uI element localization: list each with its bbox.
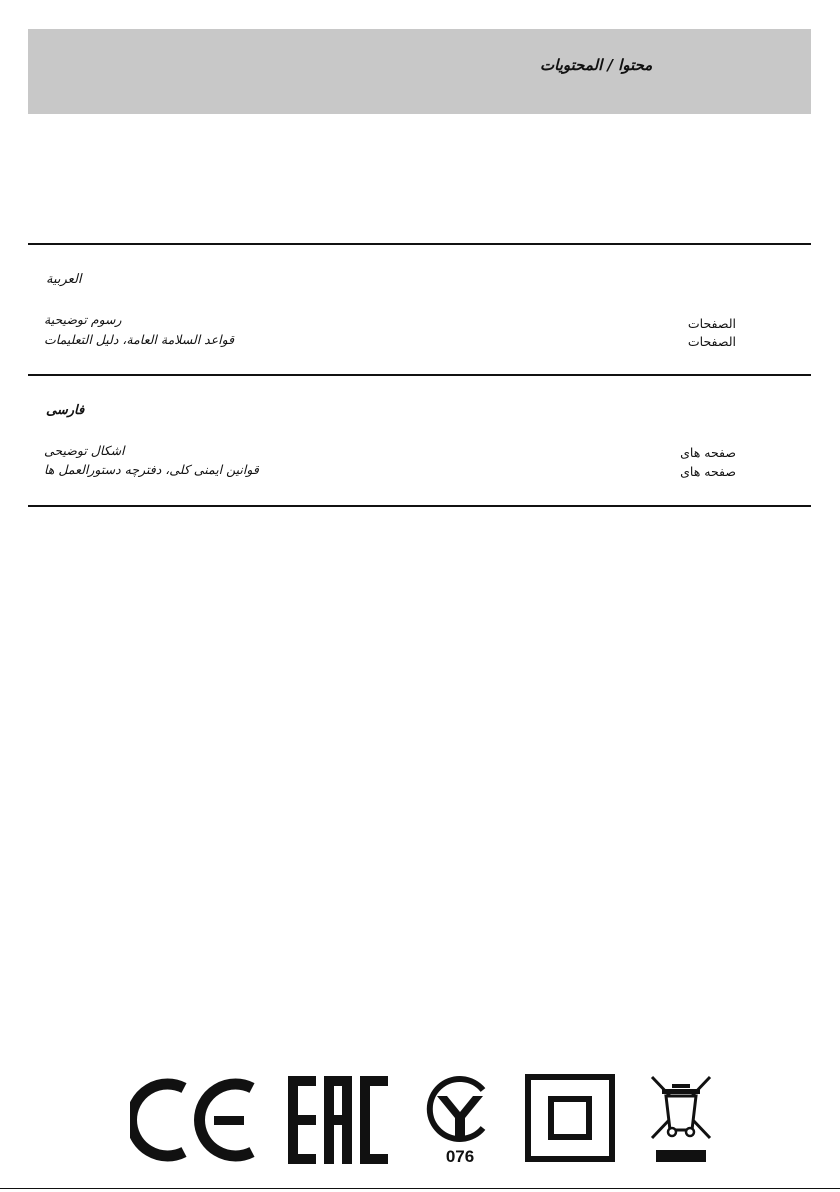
toc-entry-pages: صفحه های	[680, 464, 736, 479]
section-heading-arabic: العربية	[46, 272, 82, 287]
toc-entry-title: اشکال توضیحی	[44, 443, 125, 458]
divider	[28, 374, 811, 376]
ce-mark-icon	[130, 1076, 260, 1164]
divider	[28, 505, 811, 507]
ukrsepro-mark-icon	[425, 1070, 495, 1166]
toc-entry[interactable]	[40, 312, 740, 330]
double-insulation-icon	[525, 1074, 615, 1162]
toc-entry-title: رسوم توضيحية	[44, 312, 122, 327]
section-heading-farsi: فارسی	[46, 403, 85, 418]
page-bottom-border	[0, 1188, 840, 1189]
divider	[28, 243, 811, 245]
weee-crossed-bin-icon	[648, 1074, 714, 1166]
toc-entry[interactable]	[40, 462, 740, 480]
toc-entry[interactable]	[40, 443, 740, 461]
page-title: محتوا / المحتويات	[540, 56, 653, 74]
toc-entry-pages: الصفحات	[687, 334, 736, 349]
certification-logos	[120, 1070, 740, 1170]
toc-entry-title: قواعد السلامة العامة، دليل التعليمات	[44, 332, 235, 347]
toc-entry-pages: الصفحات	[687, 316, 736, 331]
eac-mark-icon	[288, 1076, 390, 1164]
toc-entry-title: قوانین ایمنی کلی، دفترچه دستورالعمل ها	[44, 462, 259, 477]
toc-entry[interactable]	[40, 332, 740, 350]
toc-entry-pages: صفحه های	[680, 445, 736, 460]
ukrsepro-code: 076	[445, 1147, 475, 1166]
